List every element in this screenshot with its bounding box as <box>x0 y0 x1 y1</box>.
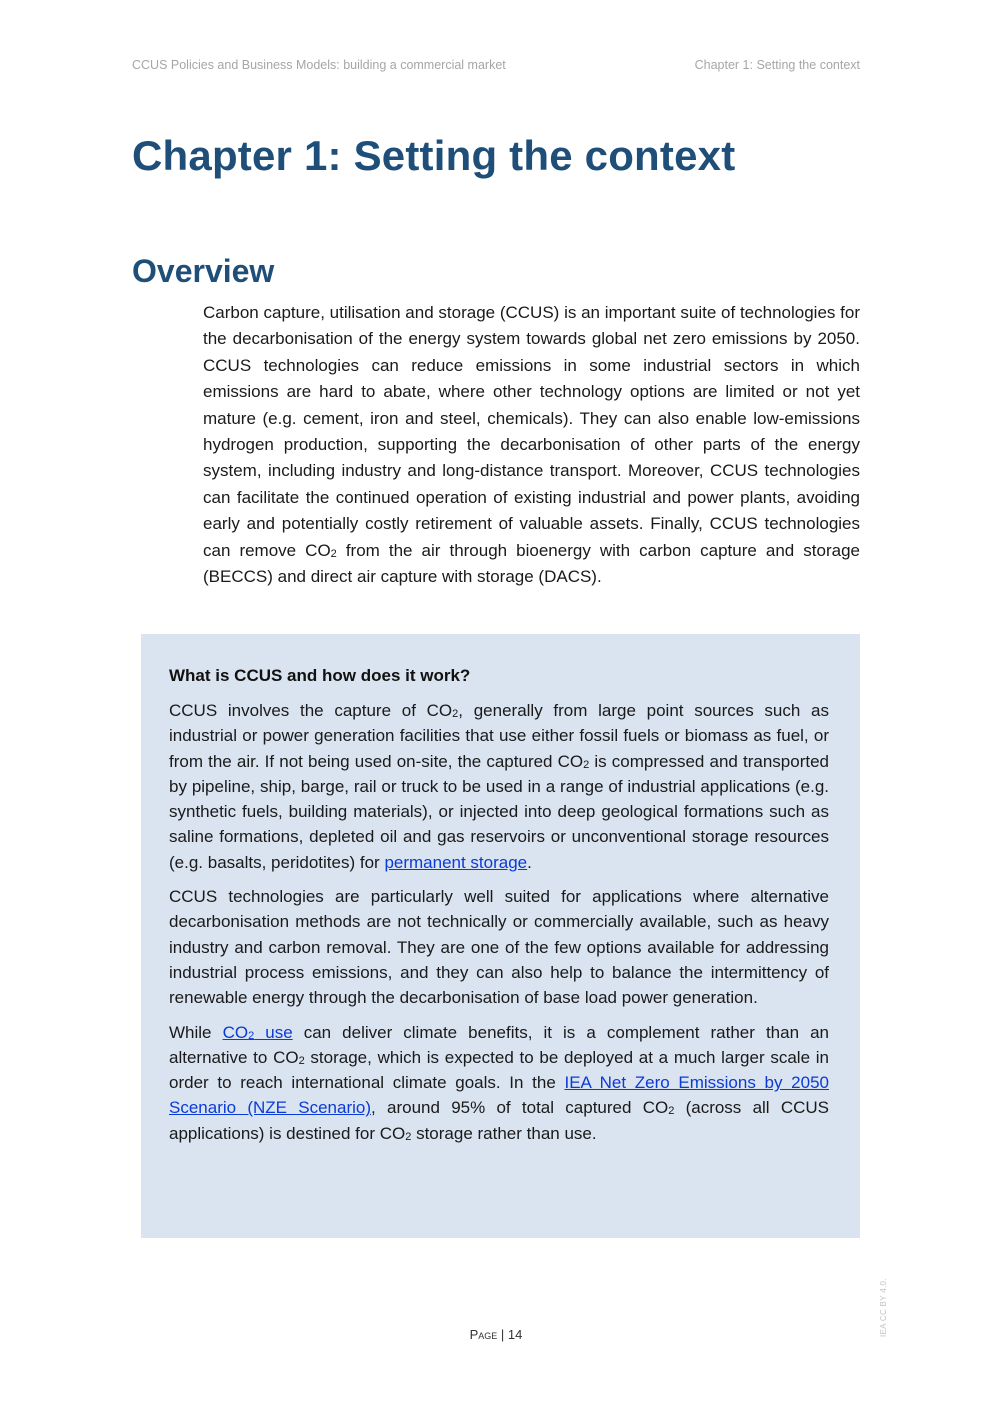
running-header <box>132 58 860 72</box>
overview-paragraph: Carbon capture, utilisation and storage (CCUS) is an important suite of technologies for the decarbonisation of the energy system towards global net zero emissions by 2050. CCUS technologies can reduce emissions in some industrial sectors in which emissions are hard to abate, where other technology options are limited or not yet mature (e.g. cement, iron and steel, chemicals). They can also enable low-emissions hydrogen production, supporting the decarbonisation of other parts of the energy system, including industry and long-distance transport. Moreover, CCUS technologies can facilitate the continued operation of existing industrial and power plants, avoiding early and potentially costly retirement of valuable assets. Finally, CCUS technologies can remove CO2 from the air through bioenergy with carbon capture and storage (BECCS) and direct air capture with storage (DACS). <box>203 303 860 587</box>
co2-use-link[interactable]: CO2 use <box>222 1022 293 1042</box>
box-paragraph-2: CCUS technologies are particularly well suited for applications where alternative decarbonisation methods are not technically or commercially available, such as heavy industry and carbon removal. They are one of the few options available for addressing industrial process emissions, and they can also help to balance the intermittency of renewable energy through the decarbonisation of base load power generation. <box>169 887 829 1008</box>
box-paragraph-3: While CO2 use can deliver climate benefits, it is a complement rather than an alternative to CO2 storage, which is expected to be deployed at a much larger scale in order to reach international climate goals. In the IEA Net Zero Emissions by 2050 Scenario (NZE Scenario), around 95% of total captured CO2 (across all CCUS applications) is destined for CO2 storage rather than use. <box>169 1022 829 1143</box>
page-footer: Page | 14 <box>469 1327 523 1342</box>
box-title: What is CCUS and how does it work? <box>169 666 471 685</box>
license-note: IEA CC BY 4.0. <box>879 1278 888 1337</box>
ccus-info-box <box>141 634 860 1238</box>
section-title-overview: Overview <box>132 253 275 289</box>
page-number: 14 <box>507 1327 523 1342</box>
nze-scenario-link[interactable]: IEA Net Zero Emissions by 2050 Scenario (NZE Scenario) <box>169 1073 829 1118</box>
box-paragraph-1: CCUS involves the capture of CO2, generally from large point sources such as industrial or power generation facilities that use either fossil fuels or biomass as fuel, or from the air. If not being used on-site, the captured CO2 is compressed and transported by pipeline, ship, barge, rail or truck to be used in a range of industrial applications (e.g. synthetic fuels, building materials), or injected into deep geological formations such as saline formations, depleted oil and gas reservoirs or unconventional storage resources (e.g. basalts, peridotites) for permanent storage. <box>169 701 830 872</box>
header-document-title: CCUS Policies and Business Models: building a commercial market <box>132 58 506 72</box>
chapter-title: Chapter 1: Setting the context <box>132 132 736 179</box>
page-label: Page <box>469 1327 498 1342</box>
header-chapter-title: Chapter 1: Setting the context <box>694 58 860 72</box>
permanent-storage-link[interactable]: permanent storage <box>384 852 528 872</box>
